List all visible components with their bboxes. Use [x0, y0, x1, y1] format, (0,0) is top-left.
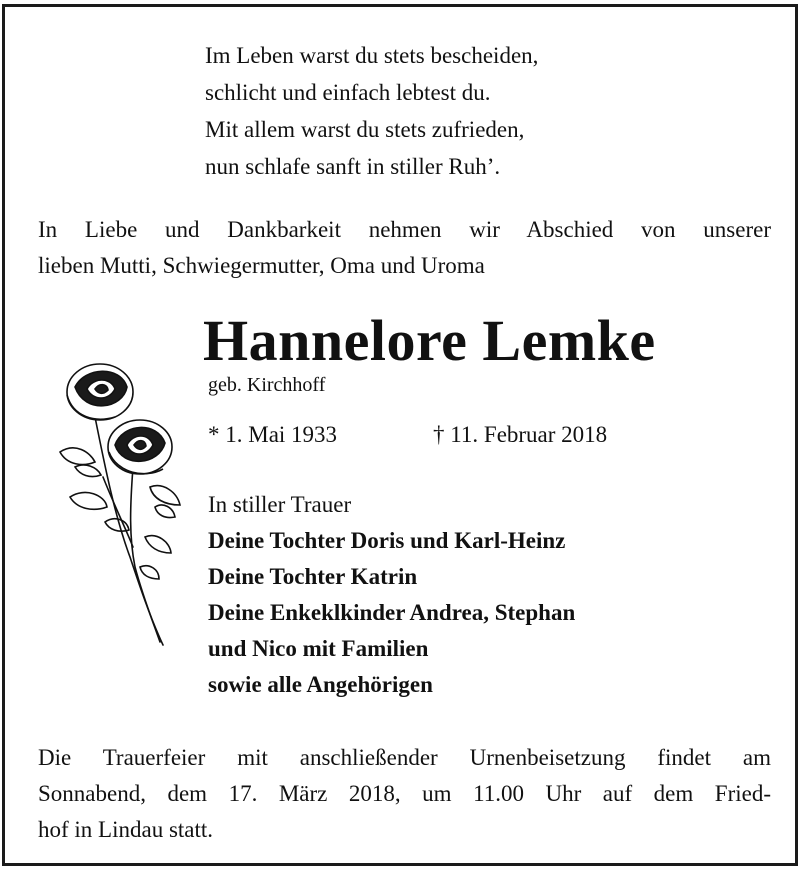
intro-line: In Liebe und Dankbarkeit nehmen wir Abschied von unserer: [38, 217, 771, 242]
poem-line: schlicht und einfach lebtest du.: [205, 80, 491, 105]
deceased-name: Hannelore Lemke: [203, 308, 656, 373]
birth-date: * 1. Mai 1933: [208, 422, 338, 447]
intro-text: [38, 212, 771, 284]
poem-line: nun schlafe sanft in stiller Ruh’.: [205, 154, 501, 179]
ceremony-notice: [38, 740, 771, 848]
roses-illustration-icon: [45, 357, 185, 657]
life-dates: [208, 420, 608, 450]
intro-line: lieben Mutti, Schwiegermutter, Oma und Uroma: [38, 253, 485, 278]
ceremony-line: hof in Lindau statt.: [38, 817, 214, 842]
ceremony-line: Sonnabend, dem 17. März 2018, um 11.00 Uhr auf dem Fried-: [38, 781, 771, 806]
mourner-line: Deine Tochter Doris und Karl-Heinz: [208, 528, 566, 553]
poem: [205, 37, 538, 185]
mourners: [208, 487, 575, 703]
poem-line: Im Leben warst du stets bescheiden,: [205, 43, 539, 68]
mourner-line: und Nico mit Familien: [208, 636, 429, 661]
mourner-line: Deine Enkeklkinder Andrea, Stephan: [208, 600, 576, 625]
obituary-frame: [2, 4, 798, 866]
birth-name: geb. Kirchhoff: [208, 374, 326, 396]
death-date: † 11. Februar 2018: [433, 422, 608, 447]
mourner-line: sowie alle Angehörigen: [208, 672, 433, 697]
mourner-line: Deine Tochter Katrin: [208, 564, 418, 589]
poem-line: Mit allem warst du stets zufrieden,: [205, 117, 525, 142]
ceremony-line: Die Trauerfeier mit anschließender Urnenbeisetzung findet am: [38, 745, 771, 770]
mourners-heading: In stiller Trauer: [208, 492, 352, 517]
